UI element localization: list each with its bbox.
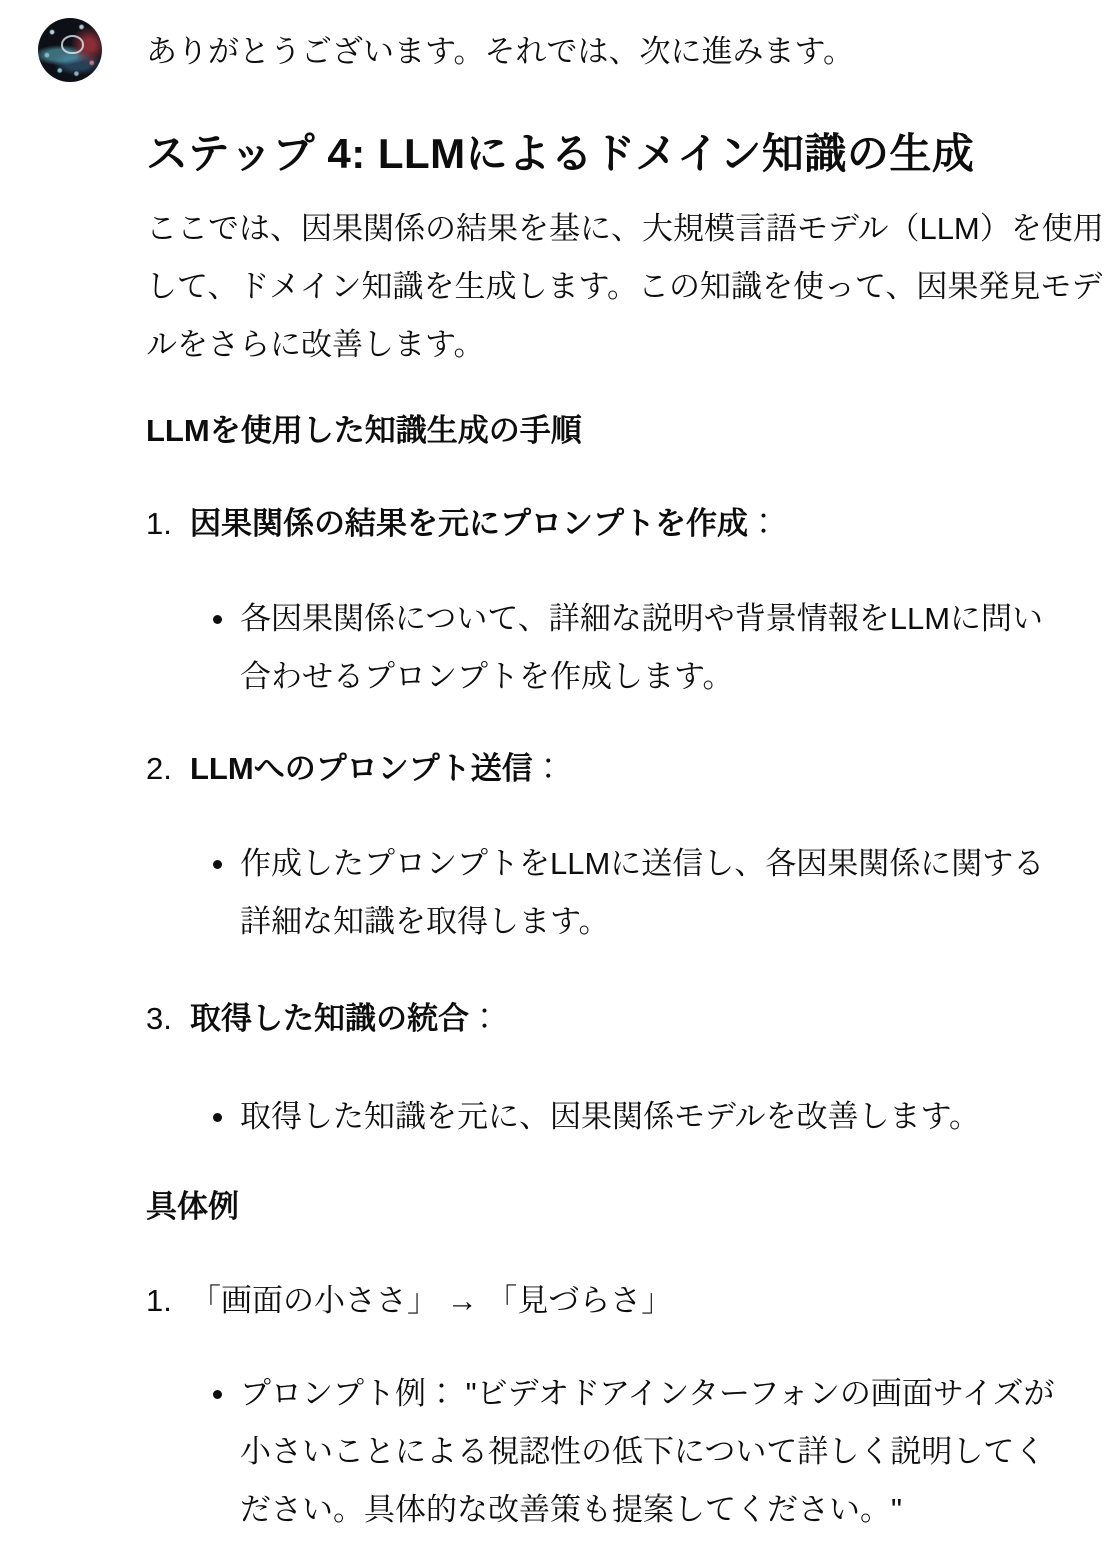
bullet-line: 詳細な知識を取得します。 [240, 904, 610, 939]
list-item-colon: ： [532, 751, 564, 786]
list-item-label: 取得した知識の統合 [190, 1001, 469, 1036]
list-item-colon: ： [748, 506, 779, 541]
list-item-2 [146, 740, 1096, 798]
bullet-line: ださい。具体的な改善策も提案してください。" [240, 1492, 903, 1527]
list-item-label: 因果関係の結果を元にプロンプトを作成 [190, 506, 748, 541]
paragraph-line: して、ドメイン知識を生成します。この知識を使って、因果発見モデ [146, 269, 1103, 304]
bullet-icon [213, 1390, 222, 1399]
list-number: 2. [146, 751, 172, 786]
bullet-line: 小さいことによる視認性の低下について詳しく説明してく [240, 1434, 1046, 1469]
bullet-line: プロンプト例： "ビデオドアインターフォンの画面サイズが [240, 1376, 1055, 1411]
bullet-line: 取得した知識を元に、因果関係モデルを改善します。 [240, 1099, 980, 1134]
bullet-line: 合わせるプロンプトを作成します。 [240, 659, 734, 694]
message-intro: ありがとうございます。それでは、次に進みます。 [146, 34, 855, 69]
example-item-label: 「画面の小ささ」 → 「見づらさ」 [190, 1283, 673, 1318]
bullet-item [213, 1088, 1096, 1146]
bullet-icon [213, 860, 222, 869]
bullet-item [213, 1365, 1096, 1539]
bullet-icon [213, 615, 222, 624]
bullet-icon [213, 1113, 222, 1122]
list-item-1 [146, 495, 1096, 553]
list-number: 3. [146, 1001, 172, 1036]
list-number: 1. [146, 1283, 172, 1318]
example-item-1 [146, 1272, 1096, 1330]
intro-paragraph [146, 200, 1104, 374]
paragraph-line: ここでは、因果関係の結果を基に、大規模言語モデル（LLM）を使用 [146, 211, 1104, 246]
bullet-item [213, 590, 1096, 706]
bullet-item [213, 835, 1096, 951]
step-heading: ステップ 4: LLMによるドメイン知識の生成 [146, 130, 975, 177]
list-item-label: LLMへのプロンプト送信 [190, 751, 533, 786]
bullet-line: 各因果関係について、詳細な説明や背景情報をLLMに問い [240, 601, 1044, 636]
paragraph-line: ルをさらに改善します。 [146, 327, 485, 362]
bullet-line: 作成したプロンプトをLLMに送信し、各因果関係に関する [240, 846, 1045, 881]
assistant-avatar-icon[interactable] [38, 18, 102, 82]
procedure-title: LLMを使用した知識生成の手順 [146, 413, 582, 448]
assistant-message [146, 0, 1104, 1539]
examples-title: 具体例 [146, 1189, 239, 1224]
list-item-3 [146, 990, 1096, 1048]
list-number: 1. [146, 506, 172, 541]
list-item-colon: ： [469, 1001, 500, 1036]
